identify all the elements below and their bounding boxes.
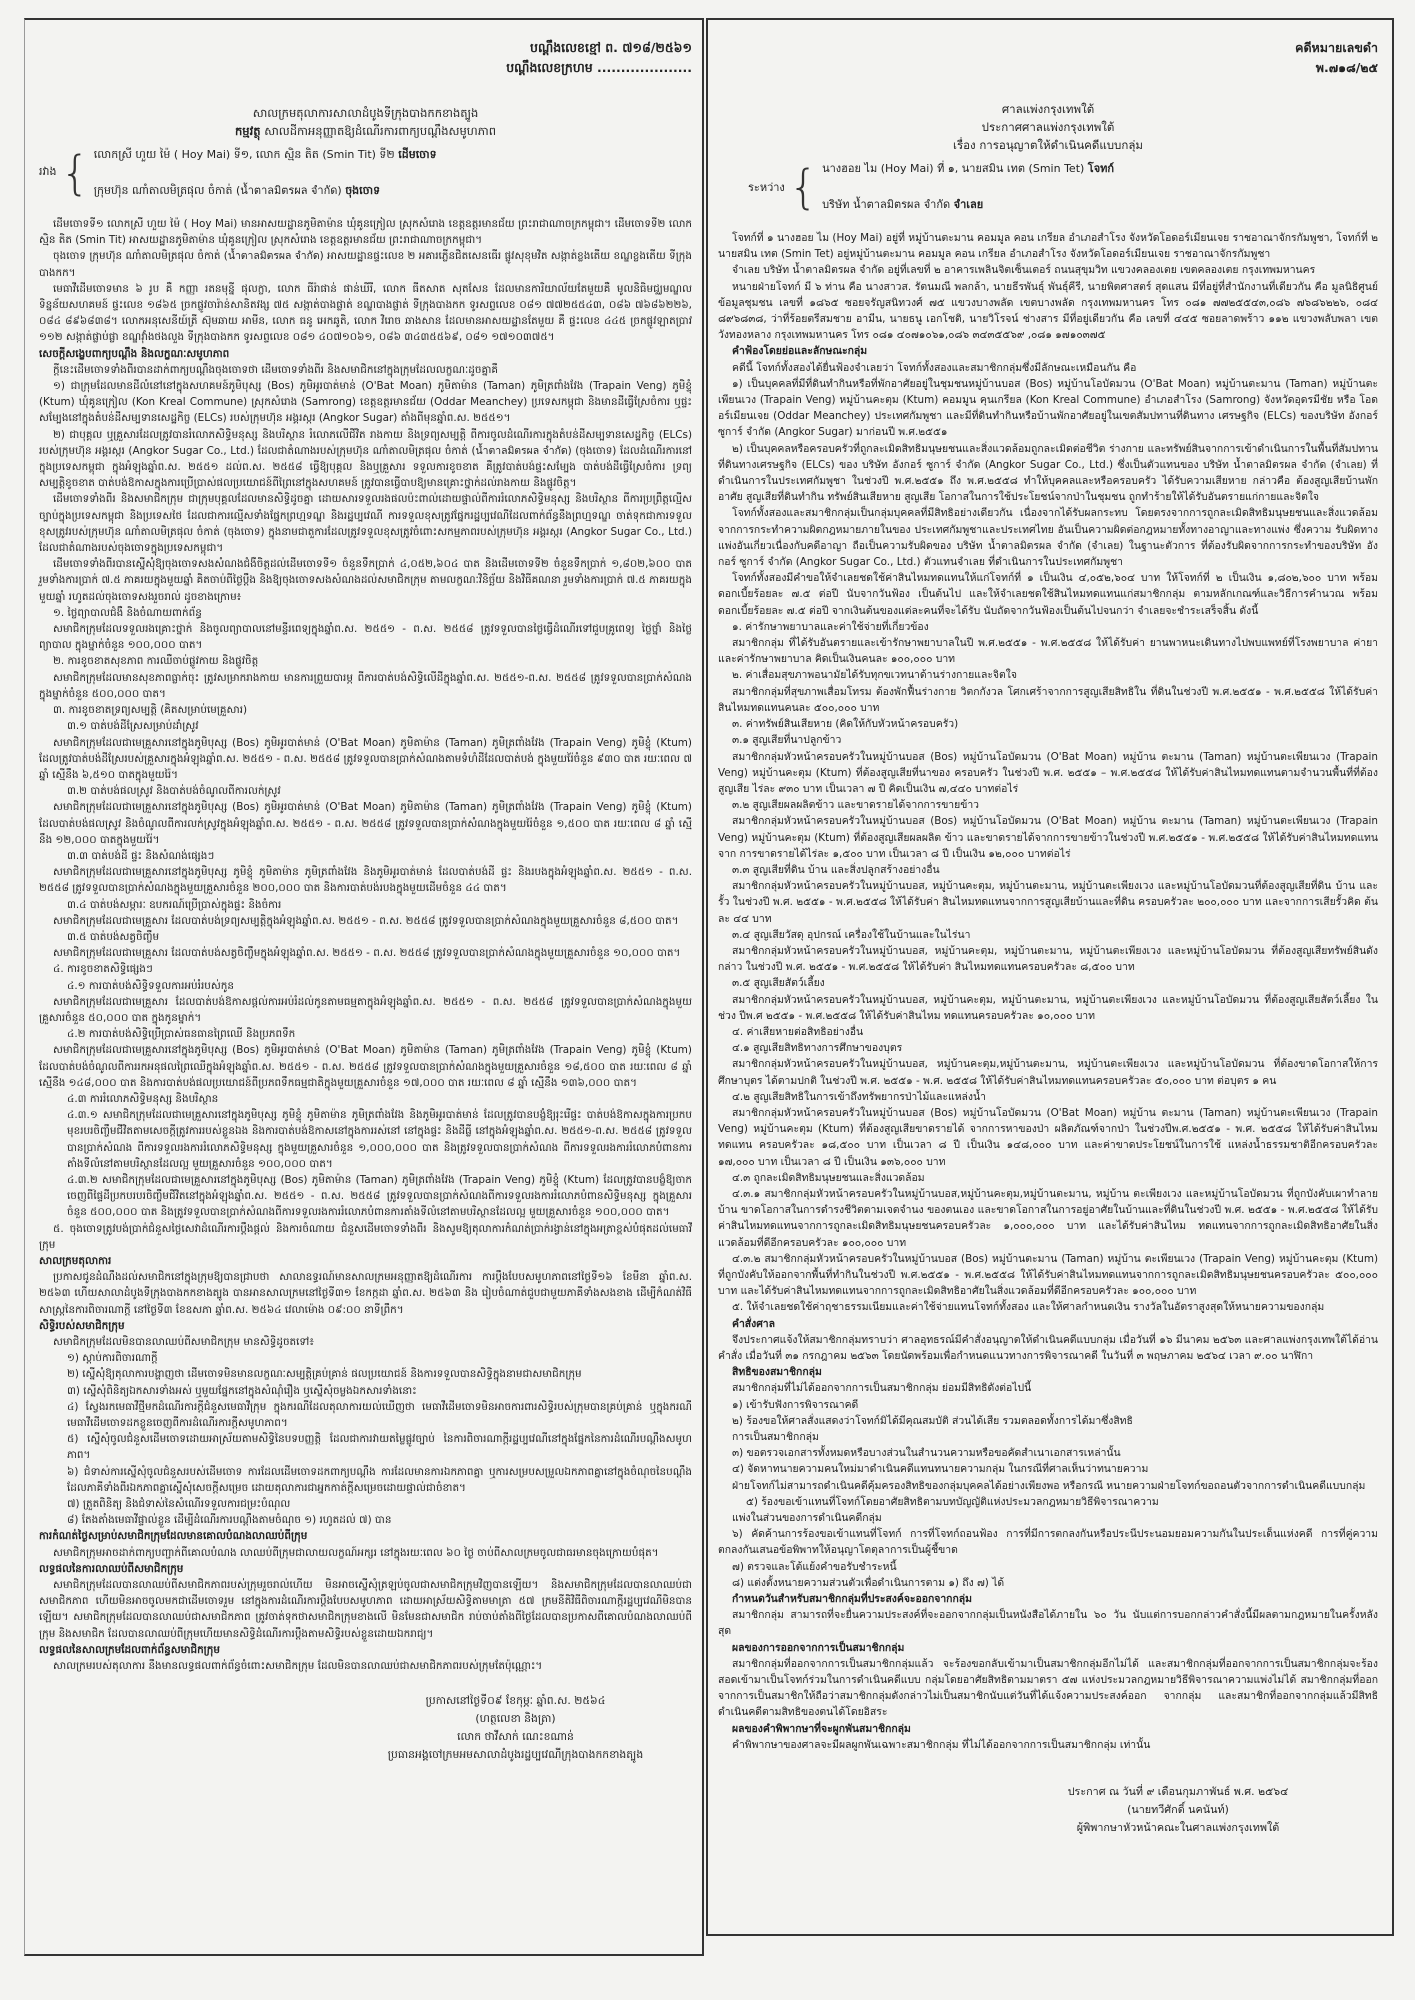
paragraph: សមាជិកក្រុមអាចដាក់ពាក្យបញ្ជាក់ពីគោលបំណង លាឈប់ពីក្រុមជាលាយលក្ខណ៍អក្សរ នៅក្នុងរយៈពេល ៦០ ថ្ងៃ ចាប់ពីសាលក្រមចូលជាធរមានចុងក្រោយបំផុត។ [53, 1546, 659, 1559]
section-heading: ผลของการออกจากการเป็นสมาชิกกลุ่ม [732, 1641, 905, 1654]
paragraph: ๘) แต่งตั้งหนายความส่วนตัวเพื่อดำเนินการตาม ๑) ถึง ๗) ได้ [732, 1576, 1005, 1589]
paragraph: ៣.១ បាត់បង់ដីស្រែសម្រាប់ដាំស្រូវ [67, 720, 199, 733]
parties-block [748, 158, 1378, 216]
judge-name: (นายทวีศักดิ์ นคนันท์) [1127, 1803, 1229, 1817]
paragraph: ២. ការខូចខាតសុខភាព ការឈឺចាប់ផ្លូវកាយ និងផ្លូវចិត្ត [53, 655, 259, 668]
paragraph: ២) ស្នើសុំឱ្យតុលាការបង្ហាញថា ដើមចោទមិនមានលក្ខណៈសម្បត្តិគ្រប់គ្រាន់ ផលប្រយោជន៍ និងការទទួលបានសិទ្ធិក្នុងនាមជាសមាជិកក្រុម [67, 1368, 582, 1381]
paragraph: សមាជិកក្រុមដែលជាមេគ្រួសារ ដែលបាត់បង់សត្វចិញ្ចឹមក្នុងអំឡុងឆ្នាំព.ស. ២៥៥១ - ព.ស. ២៥៥៨ ត្រូវទទួលបានប្រាក់សំណងក្នុងមួយគ្រួសារចំនួន ១០,០០០ បាត។ [53, 947, 681, 960]
between-label: រវាង [39, 165, 57, 178]
paragraph: ៤) ស្វែងរកមេធាវីថ្មីមកដំណើរការក្តីជំនួសមេធាវីក្រុម ក្នុងករណីដែលតុលាការយល់ឃើញថា មេធាវីដើមចោទមិនអាចការពារសិទ្ធិរបស់ក្រុមបានគ្រប់គ្រាន់ ឬក្នុងករណីមេធាវីដើមចោទដកខ្លួនចេញពីការដំណើរការក្តីសមូហភាព។ [67, 1400, 692, 1430]
paragraph: ๓.๓ สูญเสียที่ดิน บ้าน และสิ่งปลูกสร้างอย่างอื่น [732, 863, 940, 876]
section-heading: คำฟ้องโดยย่อและลักษณะกลุ่ม [732, 345, 868, 358]
court-name: សាលក្រមតុលាការសាលាដំបូងទីក្រុងបាងកកខាងត្បូង [252, 106, 479, 120]
khmer-notice [24, 18, 704, 1956]
subject-line: เรื่อง การอนุญาตให้ดำเนินคดีแบบกลุ่ม [953, 138, 1143, 152]
paragraph: ๔.๓.๑ สมาชิกกลุ่มหัวหน้าครอบครัวในหมู่บ้านบอส,หมู่บ้านคะตุม,หมู่บ้านตะมาน, หมู่บ้าน ตะเพียงเวง และหมู่บ้านโอบัดมวน ที่ถูกบังคับเผาทำลายบ้าน ขาดโอกาสในการดำรงชีวิตตามเจตจำนง ของตนเอง และขาดโอกาสในการอยู่อาศัยในบ้านและที่ดินในช่วงปี พ.ศ. ๒๕๕๑ - พ.ศ.๒๕๕๘ ให้ได้รับค่าสินไหมทดแทนจากการถูกละเมิดสิทธิมนุษยชนครอบครัวละ ๑,๐๐๐,๐๐๐ บาท และได้รับค่าสินไหม ทดแทนจากการถูกละเมิดสิทธิอาศัยในสิ่งแวดล้อมที่ดีอีกครอบครัวละ ๑๐๐,๐๐๐ บาท [718, 1187, 1378, 1249]
paragraph: ៧) ត្រួតពិនិត្យ និងជំទាស់នៃសំណើរទទួលការជម្រះបំណុល [67, 1498, 291, 1511]
paragraph: មេធាវីដើមចោទមាន ៦ រូប គឺ កញ្ញា រតនមុន្នី ផុលក្លា, លោក ធីរ៉ាផាន់ ផាន់ឃីរី, លោក ធីតសាត សុតសែន ដែលមានការិយាល័យតែមួយគឺ មូលនិធិមជ្ឈមណ្ឌលទិន្នន័យសហគមន៍ ផ្ទះលេខ ១៨៦៥ ច្រកផ្លូវចារ៉ាន់សានិតវង្ស ៧៥ សង្កាត់បាងផ្លាត់ ខណ្ឌបាងផ្លាត់ ទីក្រុងបាងកក ទូរសព្ទលេខ ០៨១ ៧៧២៥៥៤៣, ០៨៦ ៧៦៨៦២២៦, ០៨៤ ៨៩៦៨៣៨។ លោកអនុសេនីយ៍ត្រី ស៊ុមឆាយ អាមីន, លោក ធនូ អេកឆូតិ, លោក វិរោច ឆាងសាន ដែលមានអាសយដ្ឋានតែមួយ គឺ ផ្ទះលេខ ៤៤៥ ច្រកផ្លូវឡាតប្រាវ ១១២ សង្កាត់ផ្លាប់ផ្លា ខណ្ឌវ៉ាំងថងលួង ទីក្រុងបាងកក ទូរសព្ទលេខ ០៨១ ៤០៧១០៦១, ០៨៦ ៣៤៣៥៥៦៩, ០៨១ ១៧១០៣៧៥។ [39, 282, 692, 344]
defendant-name: ក្រុមហ៊ុន ណាំតាលមិត្រផុល ចំកាត់ (น้ำตาลมิตรผล จำกัด) [93, 184, 342, 197]
court-name: ศาลแพ่งกรุงเทพใต้ [1001, 102, 1095, 116]
paragraph: ๓.๕ สูญเสียสัตว์เลี้ยง [732, 977, 825, 990]
case-number-label: คดีหมายเลขดำ [1295, 40, 1378, 55]
paragraph: ๑) เป็นบุคคลที่มีที่ดินทำกินหรือที่พักอาศัยอยู่ในชุมชนหมู่บ้านบอส (Bos) หมู่บ้านโอบัดมวน (O'Bat Moan) หมู่บ้านตะมาน (Taman) หมู่บ้านตะเพียนเวง (Trapain Veng) หมู่บ้านคะตุม (Ktum) คอมมูน คุนเกรียล (Kon Kreal Commune) อำเภอสำโรง (Samrong) จังหวัดอุดรมีชัย หรือ โอดอร์เมียนเจย (Oddar Meanchey) ประเทศกัมพูชา และมีที่ดินทำกินหรือบ้านพักอาศัยอยู่ในเขตสัมปทานที่ดินทาง เศรษฐกิจ (ELCs) ของบริษัท อังกอร์ ซูการ์ จำกัด (Angkor Sugar) มาก่อนปี พ.ศ.๒๕๕๑ [718, 377, 1378, 439]
plaintiffs-line [94, 144, 437, 166]
paragraph: សមាជិកក្រុមដែលទទួលរងគ្រោះថ្នាក់ និងចូលព្យាបាលនៅមន្ទីរពេទ្យក្នុងឆ្នាំព.ស. ២៥៥១ - ព.ស. ២៥៥៨ ត្រូវទទួលបានថ្លៃធ្វើដំណើរទៅជួបគ្រូពេទ្យ ថ្លៃថ្នាំ និងថ្លៃព្យាបាល ក្នុងម្នាក់ចំនួន ១០០,០០០ បាត។ [39, 623, 692, 652]
paragraph: โจทก์ทั้งสองมีคำขอให้จำเลยชดใช้ค่าสินไหมทดแทนให้แก่โจทก์ที่ ๑ เป็นเงิน ๔,๐๕๒,๖๐๔ บาท ให้โจทก์ที่ ๒ เป็นเงิน ๑,๘๐๒,๖๐๐ บาท พร้อมดอกเบี้ยร้อยละ ๗.๕ ต่อปี นับจากวันฟ้อง เป็นต้นไป และให้จำเลยชดใช้สินไหมทดแทนแก่สมาชิกกลุ่ม ตามหลักเกณฑ์และวิธีการคำนวณ พร้อมดอกเบี้ยร้อยละ ๗.๕ ต่อปี จากเงินต้นของแต่ละคนที่จะได้รับ นับถัดจากวันฟ้องเป็นต้นไปจนกว่า จำเลยจะชำระเสร็จสิ้น ดังนี้ [718, 572, 1378, 617]
defendant-name: บริษัท น้ำตาลมิตรผล จำกัด [822, 198, 951, 211]
paragraph: ๓.๒ สูญเสียผลผลิตข้าว และขาดรายได้จากการขายข้าว [732, 799, 979, 812]
signature-block [339, 1692, 692, 1764]
defendant-line [822, 194, 1114, 216]
paragraph: แพ่งในส่วนของการดำเนินคดีกลุ่ม [732, 1512, 882, 1525]
paragraph: ๒. ค่าเสื่อมสุขภาพอนามัยได้รับทุกขเวทนาด้านร่างกายและจิตใจ [732, 669, 1017, 682]
paragraph: ๑. ค่ารักษาพยาบาลและค่าใช้จ่ายที่เกี่ยวข้อง [732, 620, 929, 633]
section-heading: สิทธิของสมาชิกกลุ่ม [732, 1366, 822, 1379]
paragraph: ២) ជាបុគ្គល ឬគ្រួសារដែលត្រូវបានរំលោភសិទ្ធិមនុស្ស និងបរិស្ថាន រំលោភលើជីវិត រាងកាយ និងទ្រព្យសម្បត្តិ ពីការចូលដំណើរការក្នុងតំបន់ដីសម្បទានសេដ្ឋកិច្ច (ELCs) របស់ក្រុមហ៊ុន អង្គរស្ករ (Angkor Sugar Co., Ltd.) ដែលជាតំណាងរបស់ក្រុមហ៊ុន ណាំតាលមិត្រផុល ចំកាត់ (น้ำตาลมิตรผล จำกัด) (ចុងចោទ) ដែលដំណើរការនៅក្នុងប្រទេសកម្ពុជា ក្នុងអំឡុងឆ្នាំព.ស. ២៥៥១ ដល់ព.ស. ២៥៥៨ ធ្វើឱ្យបុគ្គល និងឬគ្រួសារ ទទួលការខូចខាត គឺត្រូវបាត់បង់ផ្ទះសម្បែង បាត់បង់ដីធ្វើស្រែចំការ ទ្រព្យសម្បត្តិខូចខាត បាត់បង់ឱកាសក្នុងការប្រើប្រាស់ផលប្រយោជន៍ពីព្រៃនៅក្នុងសហគមន៍ ត្រូវបានធ្វើបាបឱ្យមានគ្រោះថ្នាក់ដល់រាងកាយ និងផ្លូវចិត្ត។ [39, 428, 692, 490]
paragraph: ๒) ร้องขอให้ศาลสั่งแสดงว่าโจทก์มิได้มีคุณสมบัติ ส่วนได้เสีย รวมตลอดทั้งการได้มาซึ่งสิทธิ [732, 1414, 1133, 1427]
brace-icon: { [788, 160, 819, 214]
section-heading: លទ្ធផលនៃការលាឈប់ពីសមាជិកក្រុម [39, 1562, 184, 1575]
paragraph: ๕) ร้องขอเข้าแทนที่โจทก์โดยอาศัยสิทธิตามบทบัญญัติแห่งประมวลกฎหมายวิธีพิจารณาความ [746, 1495, 1159, 1508]
paragraph: សមាជិកក្រុមដែលជាមេគ្រួសារនៅក្នុងភូមិបុស្ស (Bos) ភូមិអូរបាត់មាន់ (O'Bat Moan) ភូមិតាម៉ាន (Taman) ភូមិត្រពាំងវែង (Trapain Veng) ភូមិខ្ទុំ (Ktum) ដែលបាត់បង់ចំណូលពីការរកអនុផលព្រៃឈើក្នុងអំឡុងឆ្នាំព.ស. ២៥៥១ - ព.ស. ២៥៥៨ ត្រូវទទួលបានប្រាក់សំណងក្នុងមួយគ្រួសារចំនួន ១៨,៥០០ បាត រយៈពេល ៨ ឆ្នាំ ស្មើនឹង ១៤៨,០០០ បាត និងការបាត់បង់ផលប្រយោជន៍ពីប្រភពទឹកធម្មជាតិក្នុងមួយគ្រួសារចំនួន ១៧,០០០ បាត រយៈពេល ៨ ឆ្នាំ ស្មើនឹង ១៣៦,០០០ បាត។ [39, 1044, 692, 1089]
subject-label: កម្មវត្ថុ [234, 124, 261, 138]
defendant-line [94, 180, 437, 202]
paragraph: ๓.๔ สูญเสียวัสดุ อุปกรณ์ เครื่องใช้ในบ้านและในไร่นา [732, 928, 971, 941]
paragraph: สมาชิกกลุ่มหัวหน้าครอบครัวในหมู่บ้านบอส, หมู่บ้านคะตุม, หมู่บ้านตะมาน, หมู่บ้านตะเพียงเวง และหมู่บ้านโอบัดมวน ที่ต้องสูญเสียสัตว์เลี้ยง ในช่วง ปีพ.ศ ๒๕๕๑ - พ.ศ.๒๕๕๘ ให้ได้รับค่าสินไหม ทดแทนครอบครัวละ ๑๐,๐๐๐ บาท [718, 993, 1378, 1022]
paragraph: ๔. ค่าเสียหายต่อสิทธิอย่างอื่น [732, 1025, 864, 1038]
sign-date: ប្រកាសនៅថ្ងៃទី០៩ ខែកុម្ភៈ ឆ្នាំព.ស. ២៥៦៤ [425, 1694, 606, 1708]
judge-name: លោក ថាវីសាក់ ណេះខណាន់ [457, 1730, 574, 1744]
paragraph: ๔.๑ สูญเสียสิทธิทางการศึกษาของบุตร [732, 1042, 903, 1055]
parties-block [39, 144, 692, 202]
section-heading: សេចក្តីសង្ខេបពាក្យបណ្តឹង និងលក្ខណៈសមូហភាព [39, 347, 230, 360]
paragraph: ๔.๓ ถูกละเมิดสิทธิมนุษยชนและสิ่งแวดล้อม [732, 1171, 925, 1184]
paragraph: សមាជិកក្រុមដែលជាមេគ្រួសារនៅក្នុងភូមិបុស្ស (Bos) ភូមិអូរបាត់មាន់ (O'Bat Moan) ភូមិតាម៉ាន (Taman) ភូមិត្រពាំងវែង (Trapain Veng) ភូមិខ្ទុំ (Ktum) ដែលបាត់បង់ផលស្រូវ និងចំណូលពីការលក់ស្រូវក្នុងអំឡុងឆ្នាំព.ស. ២៥៥១ - ព.ស. ២៥៥៨ ត្រូវទទួលបានប្រាក់សំណងក្នុងមួយរ៉ៃចំនួន ១,៥០០ បាត រយៈពេល ៨ ឆ្នាំ ស្មើនឹង ១២,០០០ បាតក្នុងមួយរ៉ៃ។ [39, 801, 692, 846]
paragraph: ៣) ស្នើសុំពិនិត្យឯកសារទាំងអស់ ឬមួយផ្នែកនៅក្នុងសំណុំរឿង ឬស្នើសុំចម្លងឯកសារទាំងនោះ [67, 1384, 417, 1397]
paragraph: ๔.๒ สูญเสียสิทธิในการเข้าถึงทรัพยากรป่าไม้และแหล่งน้ำ [732, 1090, 986, 1103]
paragraph: ៤.៣.១ សមាជិកក្រុមដែលជាមេគ្រួសារនៅក្នុងភូមិបុស្ស ភូមិខ្ទុំ ភូមិតាម៉ាន ភូមិត្រពាំងវែង និងភូមិអូរបាត់មាន់ ដែលត្រូវបានបង្ខំឱ្យរុះរើផ្ទះ បាត់បង់ឱកាសក្នុងការប្រកបមុខរបរចិញ្ចឹមជីវិតតាមសេចក្តីត្រូវការរបស់ខ្លួនឯង និងការបាត់បង់ឱកាសនៅក្នុងការរស់នៅ នៅក្នុងផ្ទះ និងដីធ្លី នៅក្នុងអំឡុងឆ្នាំព.ស. ២៥៥១-ព.ស. ២៥៥៨ ត្រូវទទួលបានប្រាក់សំណង ពីការទទួលរងការរំលោភសិទ្ធិមនុស្ស ក្នុងមួយគ្រួសារចំនួន ១,០០០,០០០ បាត និងត្រូវទទួលបានប្រាក់សំណង ពីការទទួលរងការរំលោភបំពានការតាំងទីលំនៅតាមបរិស្ថានដែលល្អ មួយគ្រួសារចំនួន ១០០,០០០ បាត។ [67, 1109, 692, 1170]
paragraph: ៣.២ បាត់បង់ផលស្រូវ និងបាត់បង់ចំណូលពីការលក់ស្រូវ [67, 785, 281, 798]
sign-date: ประกาศ ณ วันที่ ๙ เดือนกุมภาพันธ์ พ.ศ. ๒๕๖๔ [1067, 1785, 1289, 1799]
paragraph: សមាជិកក្រុមដែលមិនបានលាឈប់ពីសមាជិកក្រុម មានសិទ្ធិដូចតទៅ៖ [53, 1336, 314, 1349]
paragraph: ១. ថ្លៃព្យាបាលជំងឺ និងចំណាយពាក់ព័ន្ធ [53, 606, 202, 619]
paragraph: คดีนี้ โจทก์ทั้งสองได้ยื่นฟ้องจำเลยว่า โจทก์ทั้งสองและสมาชิกกลุ่มซึ่งมีลักษณะเหมือนกัน คือ [732, 361, 1137, 374]
paragraph: សមាជិកក្រុមដែលមានសុខភាពធ្លាក់ចុះ ត្រូវសម្រាករាងកាយ មានការព្រួយបារម្ភ ពីការបាត់បង់សិទ្ធិលើដីក្នុងឆ្នាំព.ស. ២៥៥១-ព.ស. ២៥៥៨ ត្រូវទទួលបានប្រាក់សំណងក្នុងម្នាក់ចំនួន ៥០០,០០០ បាត។ [39, 671, 692, 700]
paragraph: ៦) ជំទាស់ការស្នើសុំចូលជំនួសរបស់ដើមចោទ ការដែលដើមចោទដកពាក្យបណ្តឹង ការដែលមានការឯកភាពគ្នា ឬការសម្របសម្រួលឯកភាពគ្នានៅក្នុងចំណុចនៃបណ្តឹង ដែលភាគីទាំងពីរឯកភាពគ្នាស្នើសុំសេចក្តីសម្រេច ដោយតុលាការជាអ្នកកាត់ក្តីសម្រេចដោយផ្ទាល់ជាចំខាត។ [67, 1465, 692, 1494]
paragraph: ฝ่ายโจทก์ไม่สามารถดำเนินคดีคุ้มครองสิทธิของกลุ่มบุคคลได้อย่างเพียงพอ หรือกรณี หนายความฝ่ายโจทก์ขอถอนตัวจากการดำเนินคดีแบบกลุ่ม [732, 1479, 1366, 1492]
paragraph: สมาชิกกลุ่มหัวหน้าครอบครัวในหมู่บ้านบอส, หมู่บ้านคะตุม,หมู่บ้านตะมาน, หมู่บ้านตะเพียงเวง และหมู่บ้านโอบัดมวน ที่ต้องขาดโอกาสให้การศึกษาบุตร ได้ตามปกติ ในช่วงปี พ.ศ. ๒๕๕๑ - พ.ศ. ๒๕๕๘ ให้ได้รับค่าสินไหมทดแทนครอบครัวละ ๕๐,๐๐๐ บาท ต่อบุตร ๑ คน [718, 1058, 1378, 1087]
announcement-title: ประกาศศาลแพ่งกรุงเทพใต้ [981, 120, 1115, 134]
paragraph: ៣.៣ បាត់បង់ដី ផ្ទះ និងសំណង់ផ្សេងៗ [67, 849, 215, 862]
paragraph: ៤.១ ការបាត់បង់សិទ្ធិទទួលការអប់រំរបស់កូន [67, 979, 234, 992]
plaintiffs-names: លោកស្រី ហួយ ម៉ៃ ( Hoy Mai) ទី១, លោក ស្មិន តិត (Smin Tit) ទី២ [93, 148, 395, 161]
defendant-role: จำเลย [953, 198, 984, 211]
thai-notice [706, 18, 1394, 1936]
paragraph: สมาชิกกลุ่มหัวหน้าครอบครัวในหมู่บ้านบอส, หมู่บ้านคะตุม, หมู่บ้านตะมาน, หมู่บ้านตะเพียงเวง และหมู่บ้านโอบัดมวนที่ต้องสูญเสียที่ดิน บ้าน และรั้ว ในช่วงปี พ.ศ. ๒๕๕๑ - พ.ศ.๒๕๕๘ ให้ได้รับค่า สินไหมทดแทนจากการสูญเสียบ้านและที่ดิน ครอบครัวละ ๒๐๐,๐๐๐ บาท และจากการเสียรั้วคิด ต้นละ ๔๔ บาท [718, 880, 1378, 925]
paragraph: จำเลย บริษัท น้ำตาลมิตรผล จำกัด อยู่ที่เลขที่ ๒ อาคารเพลินจิตเซ็นเตอร์ ถนนสุขุมวิท แขวงคลองเตย เขตคลองเตย กรุงเทพมหานคร [732, 264, 1316, 277]
red-case-number: បណ្តឹងលេខក្រហម .................... [506, 60, 692, 75]
section-heading: សាលក្រមតុលាការ [39, 1255, 112, 1267]
paragraph: ៥. ចុងចោទត្រូវបង់ប្រាក់ជំនួសថ្លៃសេវាដំណើរការប្តឹងផ្តល់ និងការចំណាយ ជំនួសដើមចោទទាំងពីរ និងសូមឱ្យតុលាការកំណត់ប្រាក់រង្វាន់នៅក្នុងអត្រាខ្ពស់បំផុតដល់មេធាវីក្រុម [39, 1222, 692, 1251]
brace-icon: { [60, 146, 90, 200]
section-heading: ผลของคำพิพากษาที่จะผูกพันสมาชิกกลุ่ม [732, 1722, 911, 1735]
plaintiffs-role: โจทก์ [1087, 162, 1115, 175]
paragraph: ១) ស្តាប់ការពិចារណាក្តី [67, 1352, 158, 1365]
paragraph: ក្តីនេះដើមចោទទាំងពីរបានដាក់ពាក្យបណ្តឹងចុងចោទថា ដើមចោទទាំងពីរ និងសមាជិកនៅក្នុងក្រុមដែលលក្ខណៈដូចគ្នាគឺ [53, 363, 498, 376]
paragraph: สมาชิกกลุ่มหัวหน้าครอบครัวในหมู่บ้านบอส (Bos) หมู่บ้านโอบัดมวน (O'Bat Moan) หมู่บ้าน ตะมาน (Taman) หมู่บ้านตะเพียนเวง (Trapain Veng) หมู่บ้านคะตุม (Ktum) ที่ต้องสูญเสียที่นาของ ครอบครัว ในช่วงปี พ.ศ. ๒๕๕๑ – พ.ศ.๒๕๕๘ ให้ได้รับค่าสินไหมทดแทนตามจำนวนพื้นที่ที่ต้อง สูญเสีย ไร่ละ ๙๓๐ บาท เป็นเวลา ๗ ปี คิดเป็นเงิน ๗,๔๔๐ บาทต่อไร่ [718, 750, 1378, 795]
paragraph: ๕. ให้จำเลยชดใช้ค่าฤชาธรรมเนียมและค่าใช้จ่ายแทนโจทก์ทั้งสอง และให้ศาลกำหนดเงิน รางวัลในอัตราสูงสุดให้หนายความของกลุ่ม [732, 1301, 1325, 1314]
paragraph: សមាជិកក្រុមដែលជាមេគ្រួសារនៅក្នុងភូមិបុស្ស (Bos) ភូមិអូរបាត់មាន់ (O'Bat Moan) ភូមិតាម៉ាន (Taman) ភូមិត្រពាំងវែង (Trapain Veng) ភូមិខ្ទុំ (Ktum) ដែលត្រូវបាត់បង់ដីស្រែរបស់គ្រួសារក្នុងអំឡុងឆ្នាំព.ស. ២៥៥១ - ព.ស. ២៥៥៨ ត្រូវទទួលបានប្រាក់សំណងតាមទំហំដីដែលបាត់បង់ ក្នុងមួយរ៉ៃចំនួន ៩៣០ បាត រយៈពេល ៧ ឆ្នាំ ស្មើនឹង ៦,៥១០ បាតក្នុងមួយរ៉ៃ។ [39, 736, 692, 781]
case-number: พ.๗๑๘/๒๕ [1315, 60, 1378, 75]
signature-block [978, 1783, 1378, 1837]
paragraph: จึงประกาศแจ้งให้สมาชิกกลุ่มทราบว่า ศาลอุทธรณ์มีคำสั่งอนุญาตให้ดำเนินคดีแบบกลุ่ม เมื่อวันที่ ๑๖ มีนาคม ๒๕๖๓ และศาลแพ่งกรุงเทพใต้ได้อ่านคำสั่ง เมื่อวันที่ ๓๑ กรกฎาคม ๒๕๖๓ โดยนัดพร้อมเพื่อกำหนดแนวทางการพิจารณาคดี ในวันที่ ๓ พฤษภาคม ๒๕๖๔ เวลา ๙.๐๐ นาฬิกา [718, 1333, 1378, 1363]
section-heading: ការកំណត់ថ្ងៃសម្រាប់សមាជិកក្រុមដែលមានគោលបំណងលាឈប់ពីក្រុម [39, 1530, 308, 1543]
paragraph: ៥) ស្នើសុំចូលជំនួសដើមចោទដោយអាស្រ័យតាមសិទ្ធិនៃបទបញ្ញត្តិ ដែលជាការវាយតម្លៃផ្លូវច្បាប់ នៃការពិចារណាក្តីរដ្ឋប្បវេណីនៅក្នុងផ្នែកនៃការដំណើរបណ្តឹងសមូហភាព។ [67, 1433, 692, 1462]
subject-line [39, 122, 692, 140]
paragraph: ๓.๑ สูญเสียที่นาปลูกข้าว [732, 734, 842, 747]
paragraph: ៤.៣ ការរំលោភសិទ្ធិមនុស្ស និងបរិស្ថាន [67, 1092, 219, 1105]
paragraph: សមាជិកក្រុមដែលបានលាឈប់ពីសមាជិកភាពរបស់ក្រុមរួចរាល់ហើយ មិនអាចស្នើសុំត្រឡប់ចូលជាសមាជិកក្រុមវិញបានឡើយ។ និងសមាជិកក្រុមដែលបានលាឈប់ជាសមាជិកភាព ហើយមិនអាចចូលមកជាដើមចោទរួម នៅក្នុងការដំណើរការប្តឹងបែបសមូហភាព ដោយអាស្រ័យសិទ្ធិតាមមាត្រា ៥៧ ក្រមនីតិវិធីពិចារណាក្តីរដ្ឋប្បវេណីមិនបានឡើយ។ សមាជិកក្រុមដែលបានលាឈប់ជាសមាជិកភាព ត្រូវចាត់ទុកថាសមាជិកក្រុមខាងលើ មិនមែនជាសមាជិក រាប់ចាប់តាំងពីថ្ងៃដែលបានប្រកាសពីគោលបំណងលាឈប់ពីក្រុម និងសមាជិក ដែលបានលាឈប់ពីក្រុមហើយមានសិទ្ធិដំណើរការប្តឹងតាមសិទ្ធិរបស់ខ្លួនដោយឯករាជ្យ។ [39, 1579, 692, 1640]
paragraph: ๗) ตรวจและโต้แย้งคำขอรับชำระหนี้ [732, 1560, 897, 1573]
defendant-role: ចុងចោទ [345, 184, 381, 197]
paragraph: ប្រកាសជូនដំណឹងដល់សមាជិកនៅក្នុងក្រុមឱ្យបានជ្រាបថា សាលាឧទ្ធរណ៍មានសាលក្រមអនុញ្ញាតឱ្យដំណើរការ ការប្តឹងបែបសមូហភាពនៅថ្ងៃទី១៦ ខែមីនា ឆ្នាំព.ស. ២៥៦៣ ហើយសាលាដំបូងទីក្រុងបាងកកខាងត្បូង បានអានសាលក្រមនៅថ្ងៃទី៣១ ខែកក្កដា ឆ្នាំព.ស. ២៥៦៣ និង រៀបចំណាត់ជួបជាមួយភាគីទាំងសងខាង ដើម្បីកំណត់វិធីសាស្ត្រនៃការពិចារណាក្តី នៅថ្ងៃទី៣ ខែឧសភា ឆ្នាំព.ស. ២៥៦៤ វេលាម៉ោង ០៩:០០ នាទីព្រឹក។ [39, 1271, 692, 1316]
notice-body [718, 230, 1378, 1753]
notice-body [39, 216, 692, 1674]
plaintiffs-role: ដើមចោទ [398, 148, 437, 161]
paragraph: ៨) តែងតាំងមេធាវីផ្ទាល់ខ្លួន ដើម្បីដំណើរការបណ្តឹងតាមចំណុច ១) រហូតដល់ ៧) បាន [67, 1514, 392, 1527]
paragraph: ចុងចោទ ក្រុមហ៊ុន ណាំតាលមិត្រផុល ចំកាត់ (น้ำตาลมิตรผล จำกัด) អាសយដ្ឋានផ្ទះលេខ ២ អគារភ្លើនជិតសេនធើរ ផ្លូវសុខុមវិត សង្កាត់ខ្លងតើយ ខណ្ឌខ្លងតើយ ទីក្រុងបាងកក។ [39, 250, 692, 279]
paragraph: ១) ជាក្រុមដែលមានដីលំនៅនៅក្នុងសហគមន៍ភូមិបុស្ស (Bos) ភូមិអូរបាត់មាន់ (O'Bat Moan) ភូមិតាម៉ាន (Taman) ភូមិត្រពាំងវែង (Trapain Veng) ភូមិខ្ទុំ (Ktum) ឃុំគូនក្រៀល (Kon Kreal Commune) ស្រុកសំរោង (Samrong) ខេត្តឧត្តរមានជ័យ (Oddar Meanchey) ប្រទេសកម្ពុជា និងមានដីធ្វើស្រែចំការ ឬផ្ទះសម្បែងនៅក្នុងតំបន់ដីសម្បទានសេដ្ឋកិច្ច (ELCs) របស់ក្រុមហ៊ុន អង្គរស្ករ (Angkor Sugar) តាំងពីមុនឆ្នាំព.ស. ២៥៥១។ [39, 380, 692, 425]
section-heading: លទ្ធផលនៃសាលក្រមដែលពាក់ព័ន្ធសមាជិកក្រុម [39, 1643, 220, 1656]
between-label: ระหว่าง [748, 181, 785, 194]
section-heading: សិទ្ធិរបស់សមាជិកក្រុម [39, 1319, 125, 1332]
section-heading: กำหนดวันสำหรับสมาชิกกลุ่มที่ประสงค์จะออกจากกลุ่ม [732, 1593, 972, 1606]
paragraph: ដើមចោទទាំងពីរបានស្នើសុំឱ្យចុងចោទសងសំណងជំងឺចិត្តដល់ដើមចោទទី១ ចំនួនទឹកប្រាក់ ៤,០៥២,៦០៤ បាត និងដើមចោទទី២ ចំនួនទឹកប្រាក់ ១,៨០២,៦០០ បាត រួមទាំងការប្រាក់ ៧.៥ ភាគរយក្នុងមួយឆ្នាំ គិតចាប់ពីថ្ងៃប្តឹង និងឱ្យចុងចោទសងសំណងដល់សមាជិកក្រុម តាមលក្ខណៈវិនិច្ឆ័យ និងវិធីគណនា រួមទាំងការប្រាក់ ៧.៥ ភាគរយក្នុងមួយឆ្នាំ រហូតដល់ចុងចោទសងរួចរាល់ ដូចខាងក្រោម៖ [39, 558, 692, 603]
paragraph: ៤.៣.២ សមាជិកក្រុមដែលជាមេគ្រួសារនៅក្នុងភូមិបុស្ស (Bos) ភូមិតាម៉ាន (Taman) ភូមិត្រពាំងវែង (Trapain Veng) ភូមិខ្ទុំ (Ktum) ដែលត្រូវបានបង្ខំឱ្យចាកចេញពីផ្ទៃដីប្រកបរបរចិញ្ចឹមជីវិតនៅក្នុងអំឡុងឆ្នាំព.ស. ២៥៥១ - ព.ស. ២៥៥៨ ត្រូវទទួលបានប្រាក់សំណងពីការទទួលរងការរំលោភបំពានសិទ្ធិមនុស្ស ក្នុងគ្រួសារចំនួន ៥០០,០០០ បាត និងត្រូវទទួលបានប្រាក់សំណងពីការទទួលរងការរំលោភបំពានការតាំងទីលំនៅតាមបរិស្ថានដែលល្អ មួយគ្រួសារចំនួន ១០០,០០០ បាត។ [67, 1173, 692, 1219]
paragraph: ៣.៥ បាត់បង់សត្វចិញ្ចឹម [67, 930, 160, 943]
paragraph: โจทก์ทั้งสองและสมาชิกกลุ่มเป็นกลุ่มบุคคลที่มีสิทธิอย่างเดียวกัน เนื่องจากได้รับผลกระทบ โดยตรงจากการถูกละเมิดสิทธิมนุษยชนและสิ่งแวดล้อม จากการกระทำความผิดกฎหมายภายในของ ประเทศกัมพูชาและประเทศไทย อันเป็นความผิดต่อกฎหมายทั้งทางอาญาและทางแพ่ง ซึ่งความ รับผิดทางแพ่งอันเกี่ยวเนื่องกับคดีอาญา ถือเป็นความรับผิดของ บริษัท น้ำตาลมิตรผล จำกัด (จำเลย) ในฐานะตัวการ ที่ต้องรับผิดจากการกระทำของบริษัท อังกอร์ ซูการ์ จำกัด (Angkor Sugar Co., Ltd.) ตัวแทนจำเลย ที่ดำเนินการในประเทศกัมพูชา [718, 507, 1378, 569]
judge-title: ผู้พิพากษาหัวหน้าคณะในศาลแพ่งกรุงเทพใต้ [1076, 1821, 1280, 1835]
paragraph: คำพิพากษาของศาลจะมีผลผูกพันเฉพาะสมาชิกกลุ่ม ที่ไม่ได้ออกจากการเป็นสมาชิกกลุ่ม เท่านั้น [732, 1738, 1151, 1751]
paragraph: หนายฝ่ายโจทก์ มี ๖ ท่าน คือ นางสาวส. รัตนมณี พลกล้า, นายธีรพันธุ์ พันธุ์คีรี, นายพิตศาสตร์ สุดแสน มีที่อยู่ที่สำนักงานที่เดียวกัน คือ มูลนิธิศูนย์ข้อมูลชุมชน เลขที่ ๑๘๖๕ ซอยจรัญสนิทวงศ์ ๗๕ แขวงบางพลัด เขตบางพลัด กรุงเทพมหานคร โทร ๐๘๑ ๗๗๒๕๕๔๓,๐๘๖ ๗๖๘๖๒๒๖, ๐๘๔ ๘๙๖๘๓๘, ว่าที่ร้อยตรีสมชาย อามีน, นายธนู เอกโชติ, นายวิโรจน์ ช่างสาร มีที่อยู่เดียวกัน คือ เลขที่ ๔๔๕ ซอยลาดพร้าว ๑๑๒ แขวงพลับพลา เขตวังทองหลาง กรุงเทพมหานคร โทร ๐๘๑ ๔๐๗๑๐๖๑,๐๘๖ ๓๔๓๕๕๖๙ ,๐๘๑ ๑๗๑๐๓๗๕ [718, 280, 1378, 342]
paragraph: ๓) ขอตรวจเอกสารทั้งหมดหรือบางส่วนในสำนวนความหรือขอคัดสำเนาเอกสารเหล่านั้น [732, 1447, 1121, 1460]
paragraph: សមាជិកក្រុមដែលជាមេគ្រួសារ ដែលបាត់បង់ទ្រព្យសម្បត្តិក្នុងអំឡុងឆ្នាំព.ស. ២៥៥១ - ព.ស. ២៥៥៨ ត្រូវទទួលបានប្រាក់សំណងក្នុងមួយគ្រួសារចំនួន ៨,៥០០ បាត។ [53, 914, 679, 927]
paragraph: ๑) เข้ารับฟังการพิจารณาคดี [732, 1398, 859, 1411]
paragraph: សមាជិកក្រុមដែលជាមេគ្រួសារ ដែលបាត់បង់ឱកាសផ្តល់ការអប់រំដល់កូនតាមធម្មតាក្នុងអំឡុងឆ្នាំព.ស. ២៥៥១ - ព.ស. ២៥៥៨ ត្រូវទទួលបានប្រាក់សំណងក្នុងមួយគ្រួសារចំនួន ៥០,០០០ បាត ក្នុងកូនម្នាក់។ [39, 995, 692, 1024]
plaintiffs-names: นางฮอย ไม (Hoy Mai) ที่ ๑, นายสมิน เทต (Smin Tet) [822, 162, 1085, 175]
paragraph: การเป็นสมาชิกกลุ่ม [732, 1431, 819, 1444]
paragraph: ៣.៤ បាត់បង់សម្ភារៈ ឧបករណ៍ប្រើប្រាស់ក្នុងផ្ទះ និងចំការ [67, 898, 282, 911]
paragraph: สมาชิกกลุ่มหัวหน้าครอบครัวในหมู่บ้านบอส (Bos) หมู่บ้านโอบัดมวน (O'Bat Moan) หมู่บ้าน ตะมาน (Taman) หมู่บ้านตะเพียนเวง (Trapain Veng) หมู่บ้านคะตุม (Ktum) ที่ต้องสูญเสียผลผลิต ข้าว และขาดรายได้จากการขายข้าวในช่วงปี พ.ศ.๒๕๕๑ - พ.ศ.๒๕๕๘ ให้ได้รับค่าสินไหมทดแทนจาก การขาดรายได้ไร่ละ ๑,๕๐๐ บาท เป็นเวลา ๘ ปี เป็นเงิน ๑๒,๐๐๐ บาทต่อไร่ [718, 815, 1378, 860]
judge-title: ប្រធានអង្គចៅក្រមអមសាលាដំបូងរដ្ឋប្បវេណីក្រុងបាងកកខាងត្បូង [387, 1748, 644, 1762]
paragraph: ដើមចោទទី១ លោកស្រី ហួយ ម៉ៃ ( Hoy Mai) មានអាសយដ្ឋានភូមិតាម៉ាន ឃុំគូនក្រៀល ស្រុកសំរោង ខេត្តឧត្តរមានជ័យ ព្រះរាជាណាចក្រកម្ពុជា។ ដើមចោទទី២ លោក ស្មិន តិត (Smin Tit) អាសយដ្ឋានភូមិតាម៉ាន ឃុំគូនក្រៀល ស្រុកសំរោង ខេត្តឧត្តរមានជ័យ ព្រះរាជាណាចក្រកម្ពុជា។ [39, 218, 692, 247]
paragraph: ๒) เป็นบุคคลหรือครอบครัวที่ถูกละเมิดสิทธิมนุษยชนและสิ่งแวดล้อมถูกละเมิดต่อชีวิต ร่างกาย และทรัพย์สินจากการเข้าดำเนินการในพื้นที่สัมปทานที่ดินทางเศรษฐกิจ (ELCs) ของ บริษัท อังกอร์ ซูการ์ จำกัด (Angkor Sugar Co., Ltd.) ซึ่งเป็นตัวแทนของ บริษัท น้ำตาลมิตรผล จำกัด (จำเลย) ที่ดำเนินการในประเทศกัมพูชา ในช่วงปี พ.ศ.๒๕๕๑ ถึง พ.ศ.๒๕๕๘ ทำให้บุคคลและหรือครอบครัว ได้รับความเสียหาย กล่าวคือ ต้องสูญเสียบ้านพักอาศัย สูญเสียที่ดินทำกิน ทรัพย์สินเสียหาย สูญเสีย โอกาสในการใช้ประโยชน์จากป่าในชุมชน ถูกทำร้ายให้ได้รับอันตรายแก่กายและจิตใจ [718, 442, 1378, 504]
paragraph: ๔.๓.๒ สมาชิกกลุ่มหัวหน้าครอบครัวในหมู่บ้านบอส (Bos) หมู่บ้านตะมาน (Taman) หมู่บ้าน ตะเพียนเวง (Trapain Veng) หมู่บ้านคะตุม (Ktum) ที่ถูกบังคับให้ออกจากพื้นที่ทำกินในช่วงปี พ.ศ.๒๕๕๑ - พ.ศ.๒๕๕๘ ให้ได้รับค่าสินไหมทดแทนจากการถูกละเมิดสิทธิมนุษยชนครอบครัวละ ๕๐๐,๐๐๐ บาท และได้รับค่าสินไหมทดแทนจากการถูกละเมิดสิทธิอาศัยในสิ่งแวดล้อมที่ดีอีกครอบครัวละ ๑๐๐,๐๐๐ บาท [718, 1252, 1378, 1298]
paragraph: ៣. ការខូចខាតទ្រព្យសម្បត្តិ (គិតសម្រាប់មេគ្រួសារ) [53, 704, 248, 717]
paragraph: สมาชิกกลุ่มที่ออกจากการเป็นสมาชิกกลุ่มแล้ว จะร้องขอกลับเข้ามาเป็นสมาชิกกลุ่มอีกไม่ได้ และสมาชิกกลุ่มที่ออกจากการเป็นสมาชิกกลุ่มจะร้องสอดเข้ามาเป็นโจทก์ร่วมในการดำเนินคดีแบบ กลุ่มโดยอาศัยสิทธิตามมาตรา ๕๗ แห่งประมวลกฎหมายวิธีพิจารณาความแพ่งไม่ได้ สมาชิกกลุ่มที่ออก จากการเป็นสมาชิกให้ถือว่าสมาชิกกลุ่มดังกล่าวไม่เป็นสมาชิกนับแต่วันที่ได้แจ้งความประสงค์ออก จากกลุ่ม และสมาชิกที่ออกจากกลุ่มแล้วมีสิทธิดำเนินคดีตามสิทธิของตนได้โดยอิสระ [718, 1657, 1378, 1719]
paragraph: สมาชิกกลุ่ม ที่ได้รับอันตรายและเข้ารักษาพยาบาลในปี พ.ศ.๒๕๕๑ - พ.ศ.๒๕๕๘ ให้ได้รับค่า ยานพาหนะเดินทางไปพบแพทย์ที่โรงพยาบาล ค่ายา และค่ารักษาพยาบาล คิดเป็นเงินคนละ ๑๐๐,๐๐๐ บาท [718, 637, 1378, 666]
paragraph: ๔) จัดหาทนายความคนใหม่มาดำเนินคดีแทนทนายความกลุ่ม ในกรณีที่ศาลเห็นว่าทนายความ [732, 1463, 1149, 1476]
paragraph: สมาชิกกลุ่มหัวหน้าครอบครัวในหมู่บ้านบอส (Bos) หมู่บ้านโอบัดมวน (O'Bat Moan) หมู่บ้าน ตะมาน (Taman) หมู่บ้านตะเพียนเวง (Trapain Veng) หมู่บ้านคะตุม (Ktum) ที่ต้องสูญเสียขาดรายได้ จากการหาของป่า ผลิตภัณฑ์จากป่า ในช่วงปีพ.ศ.๒๕๕๑ - พ.ศ. ๒๕๕๘ ให้ได้รับค่าสินไหมทดแทน ครอบครัวละ ๑๘,๕๐๐ บาท เป็นเวลา ๘ ปี เป็นเงิน ๑๔๘,๐๐๐ บาท และค่าขาดประโยชน์ในการใช้ แหล่งน้ำธรรมชาติอีกครอบครัวละ ๑๗,๐๐๐ บาท เป็นเวลา ๘ ปี เป็นเงิน ๑๓๖,๐๐๐ บาท [718, 1106, 1378, 1168]
paragraph: ៤.២ ការបាត់បង់សិទ្ធិប្រើប្រាស់ធនធានព្រៃឈើ និងប្រភពទឹក [67, 1028, 296, 1041]
black-case-number: បណ្តឹងលេខខ្មៅ ព. ៧១៨/២៥៦១ [530, 40, 692, 55]
section-heading: คำสั่งศาล [732, 1317, 775, 1330]
paragraph: ๓. ค่าทรัพย์สินเสียหาย (คิดให้กับหัวหน้าครอบครัว) [732, 718, 959, 731]
paragraph: សាលក្រមរបស់តុលាការ នឹងមានលទ្ធផលពាក់ព័ន្ធចំពោះសមាជិកក្រុម ដែលមិនបានលាឈប់ជាសមាជិកភាពរបស់ក្រុមតែប៉ុណ្ណោះ។ [53, 1660, 543, 1673]
paragraph: ๖) คัดค้านการร้องขอเข้าแทนที่โจทก์ การที่โจทก์ถอนฟ้อง การที่มีการตกลงกันหรือประนีประนอมยอมความกันในประเด็นแห่งคดี การที่คู่ความตกลงกันเสนอข้อพิพาทให้อนุญาโตตุลาการเป็นผู้ชี้ขาด [718, 1528, 1378, 1557]
paragraph: ដើមចោទទាំងពីរ និងសមាជិកក្រុម ជាក្រុមបុគ្គលដែលមានសិទ្ធិដូចគ្នា ដោយសារទទួលរងផលប៉ះពាល់ដោយផ្ទាល់ពីការរំលោភសិទ្ធិមនុស្ស និងបរិស្ថាន ពីការប្រព្រឹត្តល្មើសច្បាប់ក្នុងប្រទេសកម្ពុជា និងប្រទេសថៃ ដែលជាការល្មើសទាំងផ្នែកព្រហ្មទណ្ឌ និងរដ្ឋប្បវេណី ការទទួលខុសត្រូវផ្នែករដ្ឋប្បវេណីដែលពាក់ព័ន្ធនឹងព្រហ្មទណ្ឌ ចាត់ទុកជាការទទួលខុសត្រូវរបស់ក្រុមហ៊ុន ណាំតាលមិត្រផុល ចំកាត់ (ចុងចោទ) ក្នុងនាមជាតួការដែលត្រូវទទួលខុសត្រូវចំពោះសកម្មភាពរបស់ក្រុមហ៊ុន អង្គរស្ករ (Angkor Sugar Co., Ltd.) ដែលជាតំណាងរបស់ចុងចោទក្នុងប្រទេសកម្ពុជា។ [39, 493, 692, 555]
paragraph: สมาชิกกลุ่มที่ไม่ได้ออกจากการเป็นสมาชิกกลุ่ม ย่อมมีสิทธิดังต่อไปนี้ [732, 1382, 1032, 1395]
paragraph: โจทก์ที่ ๑ นางฮอย ไม (Hoy Mai) อยู่ที่ หมู่บ้านตะมาน คอมมูล คอน เกรียล อำเภอสำโรง จังหวัดโอดอร์เมียนเจย ราชอาณาจักรกัมพูชา, โจทก์ที่ ๒ นายสมิน เทต (Smin Tet) อยู่หมู่บ้านตะมาน คอมมูล คอน เกรียล อำเภอสำโรง จังหวัดโอดอร์เมียนเจย ราชอาณาจักรกัมพูชา [718, 232, 1378, 261]
paragraph: สมาชิกกลุ่มที่สุขภาพเสื่อมโทรม ต้องพักฟื้นร่างกาย วิตกกังวล โศกเศร้าจากการสูญเสียสิทธิใน ที่ดินในช่วงปี พ.ศ.๒๕๕๑ - พ.ศ.๒๕๕๘ ให้ได้รับค่าสินไหมทดแทนคนละ ๕๐๐,๐๐๐ บาท [718, 685, 1378, 714]
subject-text: សាលដីកាអនុញ្ញាតឱ្យដំណើរការពាក្យបណ្តឹងសមូហភាព [264, 124, 496, 138]
paragraph: สมาชิกกลุ่มหัวหน้าครอบครัวในหมู่บ้านบอส, หมู่บ้านคะตุม, หมู่บ้านตะมาน, หมู่บ้านตะเพียงเวง และหมู่บ้านโอบัดมวน ที่ต้องสูญเสียทรัพย์สินดังกล่าว ในช่วงปี พ.ศ. ๒๕๕๑ - พ.ศ.๒๕๕๘ ให้ได้รับค่า สินไหมทดแทนครอบครัวละ ๘,๕๐๐ บาท [718, 944, 1378, 974]
paragraph: សមាជិកក្រុមដែលជាមេគ្រួសារនៅក្នុងភូមិបុស្ស ភូមិខ្ទុំ ភូមិតាម៉ាន ភូមិត្រពាំងវែង និងភូមិអូរបាត់មាន់ ដែលបាត់បង់ដី ផ្ទះ និងរបងក្នុងអំឡុងឆ្នាំព.ស. ២៥៥១ - ព.ស. ២៥៥៨ ត្រូវទទួលបានប្រាក់សំណងក្នុងមួយគ្រួសារចំនួន ២០០,០០០ បាត និងការបាត់បង់របងក្នុងមួយដើមចំនួន ៤៤ បាត។ [39, 866, 692, 895]
paragraph: สมาชิกกลุ่ม สามารถที่จะยื่นความประสงค์ที่จะออกจากกลุ่มเป็นหนังสือได้ภายใน ๖๐ วัน นับแต่การบอกกล่าวคำสั่งนี้มีผลตามกฎหมายในครั้งหลังสุด [718, 1609, 1378, 1638]
paragraph: ៤. ការខូចខាតសិទ្ធិផ្សេងៗ [53, 963, 153, 976]
plaintiffs-line [822, 158, 1114, 180]
sign-note: (ហត្ថលេខា និងត្រា) [475, 1712, 556, 1726]
